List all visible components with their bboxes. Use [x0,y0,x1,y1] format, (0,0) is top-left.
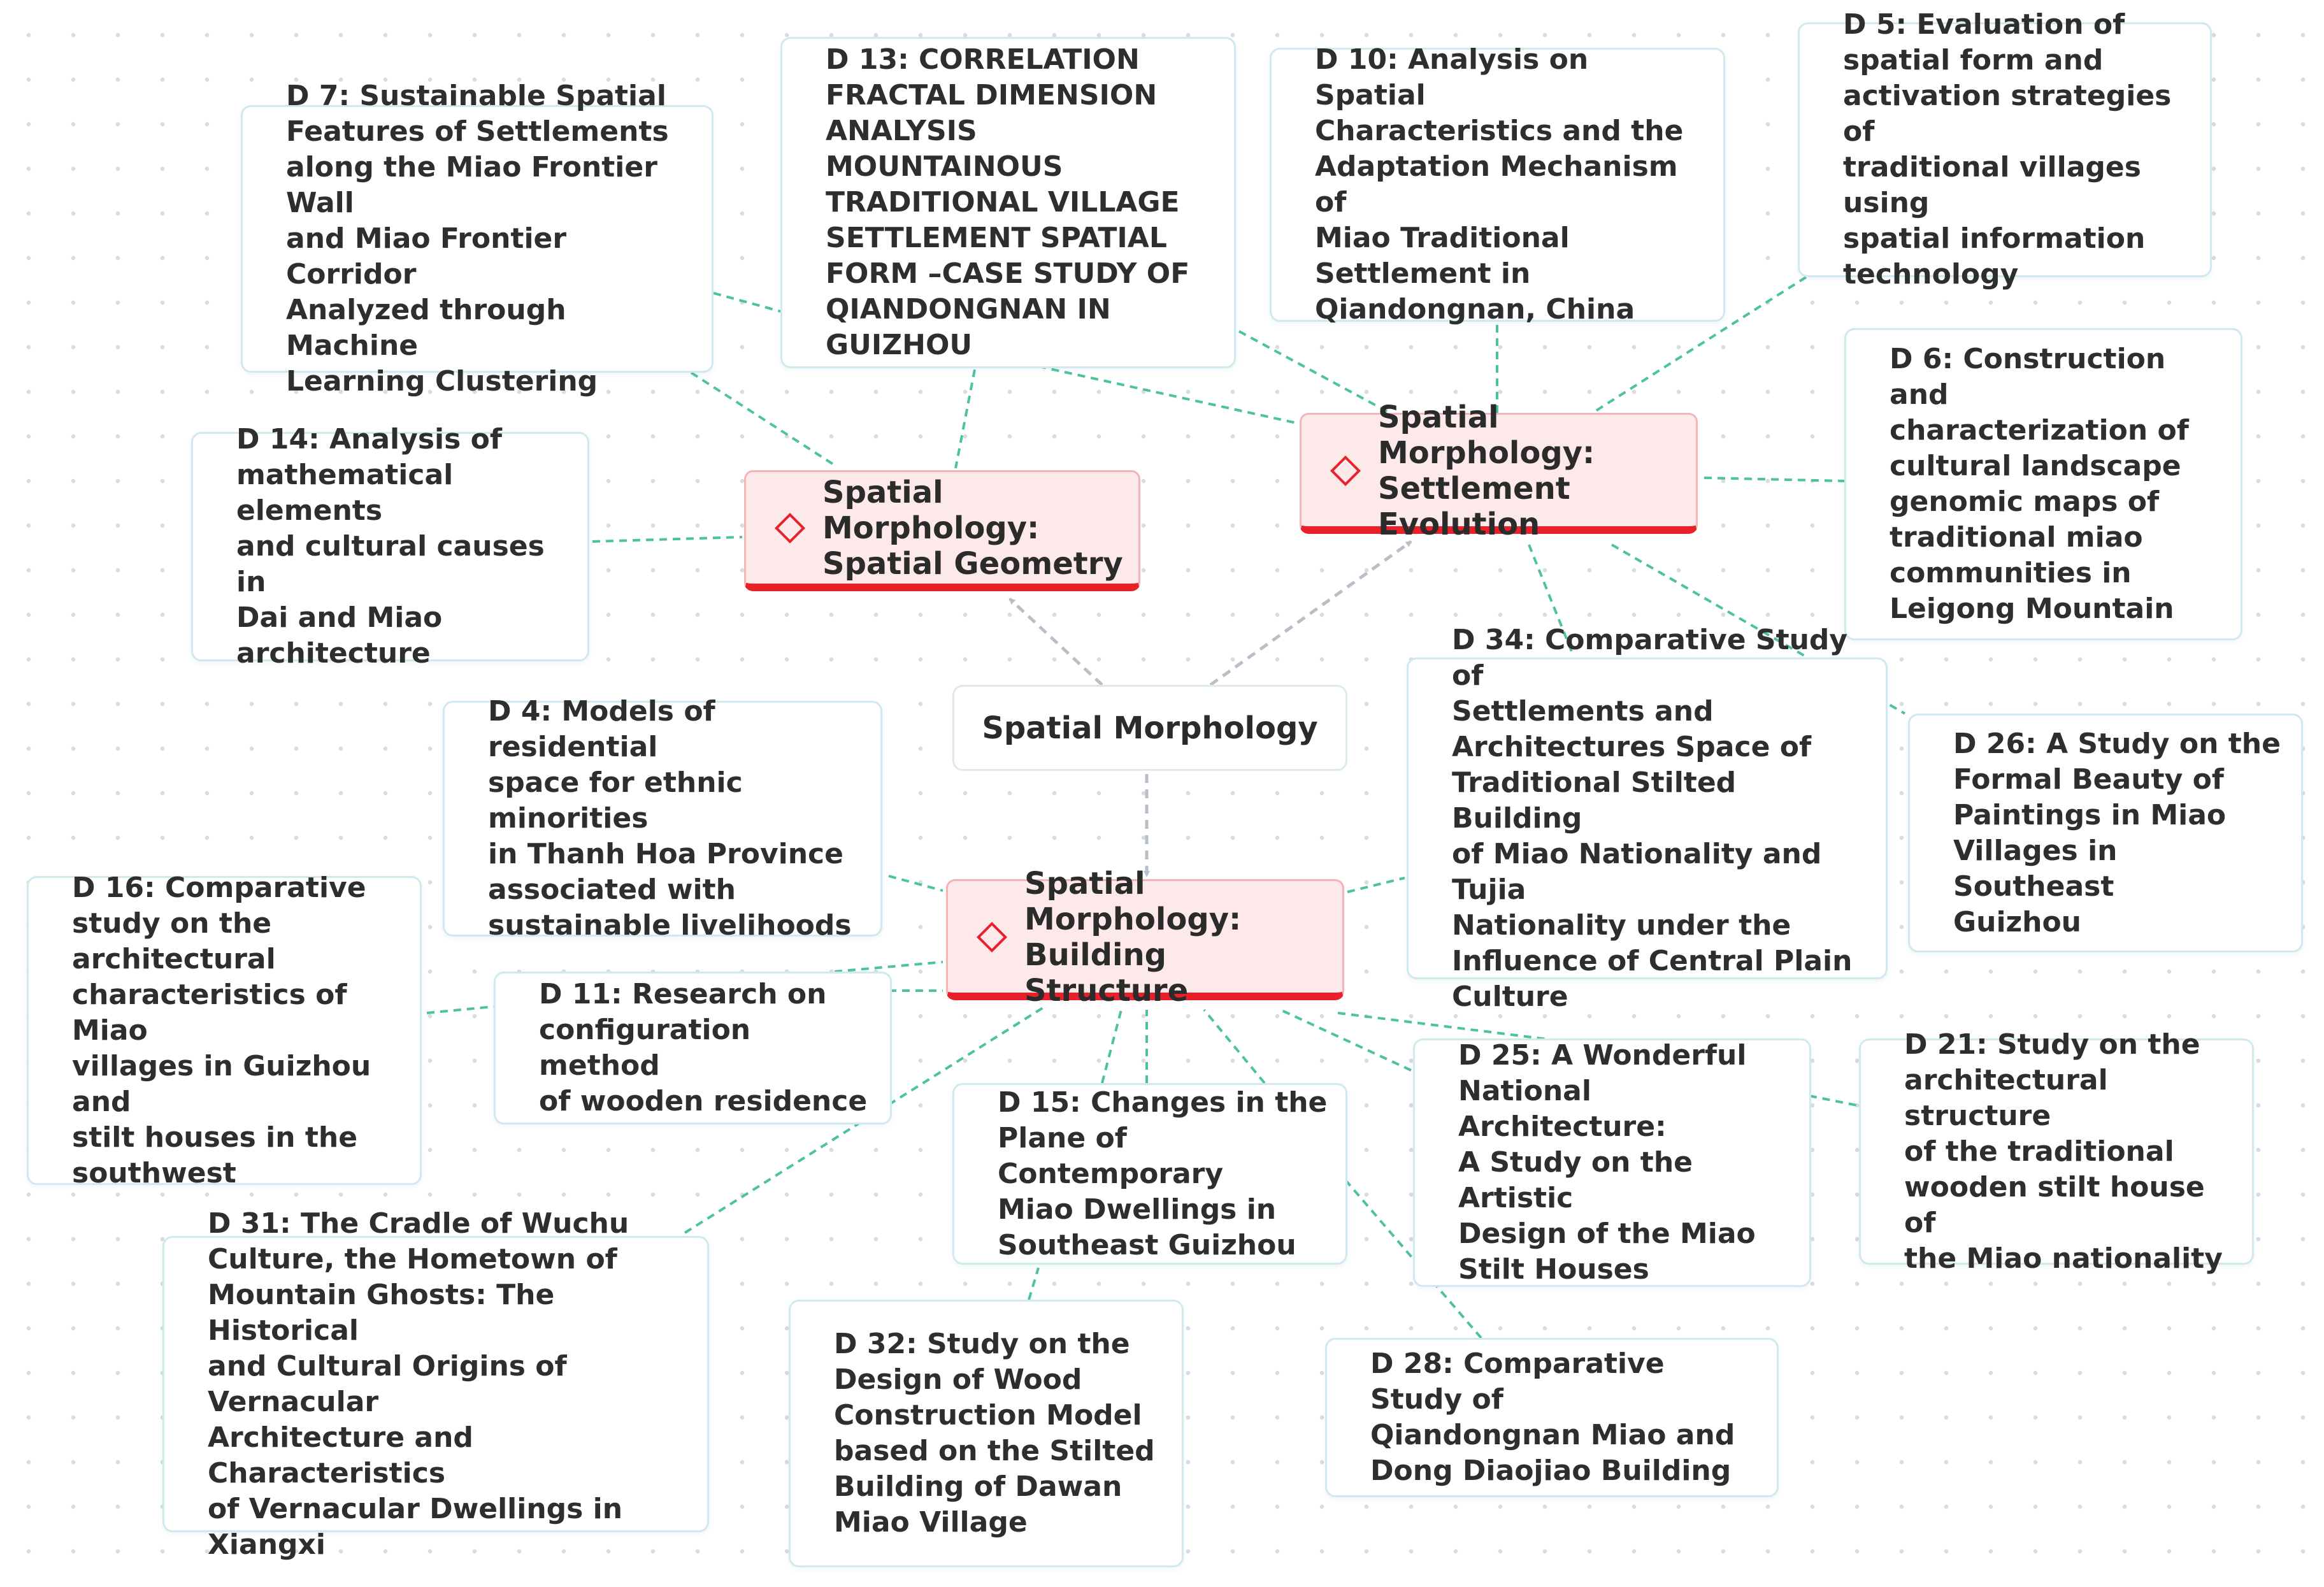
hub-line2: Spatial Geometry [822,545,1123,582]
node-text-line: D 14: Analysis of [236,423,502,456]
node-text-line: traditional villages using [1843,151,2141,219]
node-text-line: of the traditional [1904,1135,2174,1168]
link-d13-settlement [1038,366,1300,424]
node-text-line: study on the [72,907,272,940]
node-text-line: and Miao Frontier Corridor [286,222,567,291]
node-d13[interactable] [780,37,1236,368]
node-d25[interactable] [1413,1038,1811,1287]
root-to-settlement-arrow [1210,542,1411,685]
node-text-line: architectural [72,942,276,975]
node-d28[interactable] [1325,1338,1779,1497]
node-text-line: Paintings in Miao [1953,798,2227,831]
node-text-line: architectural structure [1904,1063,2108,1132]
node-text-line: Features of Settlements [286,115,669,148]
hub-building-structure[interactable] [946,865,1344,1009]
node-text-line: traditional miao [1890,521,2143,554]
node-d34[interactable] [1407,623,1888,1013]
node-text-line: Mountain Ghosts: The Historical [208,1278,555,1347]
node-d11[interactable] [494,972,892,1124]
node-d15[interactable] [952,1083,1347,1265]
node-text-line: genomic maps of [1890,485,2160,518]
node-d32[interactable] [789,1300,1184,1567]
link-d7-geometry [691,373,835,465]
root-spatial-morphology[interactable] [952,685,1347,771]
node-text-line: Miao Dwellings in [998,1193,1277,1226]
node-text-line: D 16: Comparative [72,871,366,904]
node-text-line: space for ethnic minorities [488,766,743,835]
root-to-geometry-arrow [1010,599,1102,685]
link-d13-d10 [1239,331,1392,414]
node-text-line: Building of Dawan [834,1470,1123,1503]
node-d4[interactable] [443,695,882,942]
node-text-line: D 32: Study on the [834,1328,1130,1360]
node-d16[interactable] [27,871,422,1189]
node-text-line: mathematical elements [236,459,454,527]
link-d16-d11 [427,1007,494,1013]
hub-line1: Spatial Morphology: [822,474,1040,546]
node-d26[interactable] [1908,714,2303,952]
node-text-line: of Vernacular Dwellings in [208,1492,623,1525]
node-text-line: Architectures Space of [1452,730,1812,763]
node-text-line: Dai and Miao [236,601,443,634]
node-text-line: the Miao nationality [1904,1242,2223,1275]
node-text-line: configuration method [539,1014,751,1082]
node-text-line: Miao Traditional [1315,222,1570,254]
node-text-line: FORM –CASE STUDY OF [826,257,1190,290]
node-text-line: of Miao Nationality and Tujia [1452,837,1822,906]
node-text-line: associated with [488,873,736,906]
node-text-line: A Study on the Artistic [1458,1146,1693,1214]
link-d34-building [1347,878,1405,892]
node-text-line: D 28: Comparative Study of [1370,1347,1665,1416]
node-text-line: Adaptation Mechanism of [1315,150,1678,219]
node-text-line: Settlements and [1452,694,1714,728]
diamond-icon [977,921,1007,952]
node-text-line: Guizhou [1953,905,2082,938]
node-d10[interactable] [1270,43,1725,326]
hub-line1: Spatial Morphology: [1024,865,1242,937]
node-text-line: D 5: Evaluation of [1843,8,2125,41]
hub-settlement-evolution[interactable] [1300,399,1698,542]
node-text-line: Stilt Houses [1458,1253,1649,1286]
node-text-line: D 26: A Study on the [1953,727,2281,760]
hub-line2: Building Structure [1024,937,1189,1009]
link-d21-link [1809,1096,1857,1105]
root-label: Spatial Morphology [982,710,1318,746]
link-d7-d13 [714,293,784,312]
node-text-line: technology [1843,258,2019,291]
hub-line1: Spatial Morphology: [1378,399,1595,471]
node-text-line: QIANDONGNAN IN [826,293,1111,326]
node-text-line: Traditional Stilted Building [1452,766,1737,835]
node-text-line: FRACTAL DIMENSION [826,79,1158,111]
node-text-line: wooden stilt house of [1904,1170,2205,1239]
node-text-line: Design of the Miao [1458,1217,1756,1250]
node-d14[interactable] [191,423,589,670]
node-text-line: TRADITIONAL VILLAGE [826,186,1180,219]
node-text-line: Learning Clustering [286,365,598,398]
node-text-line: characterization of [1890,414,2189,447]
node-text-line: D 11: Research on [539,978,827,1010]
node-text-line: Miao Village [834,1506,1028,1539]
node-text-line: Xiangxi [208,1528,326,1561]
diamond-icon [775,512,805,543]
node-text-line: architecture [236,637,431,670]
node-text-line: in Thanh Hoa Province [488,838,843,870]
node-text-line: D 15: Changes in the [998,1086,1328,1119]
node-text-line: Characteristics and the [1315,115,1684,147]
link-d15-building-c [1204,1010,1265,1083]
node-text-line: sustainable livelihoods [488,909,852,942]
node-text-line: Formal Beauty of [1953,763,2224,796]
node-d7[interactable] [241,80,714,398]
node-text-line: GUIZHOU [826,329,973,361]
node-text-line: D 13: CORRELATION [826,43,1140,76]
node-text-line: D 7: Sustainable Spatial [286,80,666,112]
node-text-line: spatial form and [1843,44,2104,76]
node-text-line: D 34: Comparative Study of [1452,623,1848,692]
node-text-line: Villages in Southeast [1953,834,2118,903]
node-text-line: and Cultural Origins of Vernacular [208,1349,567,1418]
node-text-line: Leigong Mountain [1890,592,2174,625]
node-text-line: Settlement in [1315,257,1531,290]
node-text-line: and cultural causes in [236,530,545,598]
node-text-line: National Architecture: [1458,1075,1667,1143]
node-text-line: Architecture and Characteristics [208,1421,473,1490]
node-text-line: Nationality under the [1452,908,1791,942]
diamond-icon [1330,455,1361,485]
node-text-line: D 10: Analysis on Spatial [1315,43,1589,111]
node-text-line: ANALYSIS MOUNTAINOUS [826,115,1063,183]
node-text-line: Construction Model [834,1399,1142,1432]
node-text-line: villages in Guizhou and [72,1049,371,1118]
link-d13-geometry [956,370,975,468]
node-text-line: Qiandongnan, China [1315,293,1635,326]
node-text-line: D 6: Construction and [1890,343,2166,411]
node-text-line: of wooden residence [539,1085,868,1117]
node-text-line: stilt houses in the [72,1121,358,1154]
node-d21[interactable] [1859,1028,2254,1275]
node-text-line: SETTLEMENT SPATIAL [826,222,1167,254]
node-text-line: Dong Diaojiao Building [1370,1454,1732,1487]
node-text-line: D 4: Models of residential [488,695,715,763]
node-text-line: Design of Wood [834,1363,1082,1396]
node-text-line: Qiandongnan Miao and [1370,1419,1735,1451]
node-text-line: D 31: The Cradle of Wuchu [208,1207,629,1240]
node-text-line: D 25: A Wonderful [1458,1039,1747,1072]
node-text-line: Culture, the Hometown of [208,1242,617,1275]
node-text-line: spatial information [1843,222,2146,255]
link-d11-building [835,962,943,972]
hub-spatial-geometry[interactable] [744,470,1140,591]
node-d31[interactable] [162,1207,709,1561]
node-text-line: based on the Stilted [834,1435,1155,1467]
link-d4-building [889,876,943,891]
link-d32-d15 [1029,1268,1038,1300]
node-text-line: Influence of Central Plain [1452,944,1853,977]
link-d14-geometry [592,537,742,542]
node-text-line: Analyzed through Machine [286,294,566,362]
link-d15-building-a [1102,1010,1121,1083]
node-text-line: Culture [1452,980,1568,1013]
node-text-line: D 21: Study on the [1904,1028,2200,1061]
node-text-line: Plane of Contemporary [998,1121,1224,1190]
node-text-line: along the Miao Frontier Wall [286,151,657,219]
node-text-line: communities in [1890,557,2132,589]
node-d6[interactable] [1844,328,2242,640]
hub-line2: Settlement Evolution [1378,470,1570,542]
node-text-line: Southeast Guizhou [998,1228,1296,1261]
node-d5[interactable] [1798,8,2212,291]
node-text-line: cultural landscape [1890,450,2181,482]
node-text-line: southwest [72,1156,236,1189]
link-d6-settlement [1704,478,1844,481]
node-text-line: activation strategies of [1843,80,2172,148]
node-text-line: characteristics of Miao [72,978,347,1047]
